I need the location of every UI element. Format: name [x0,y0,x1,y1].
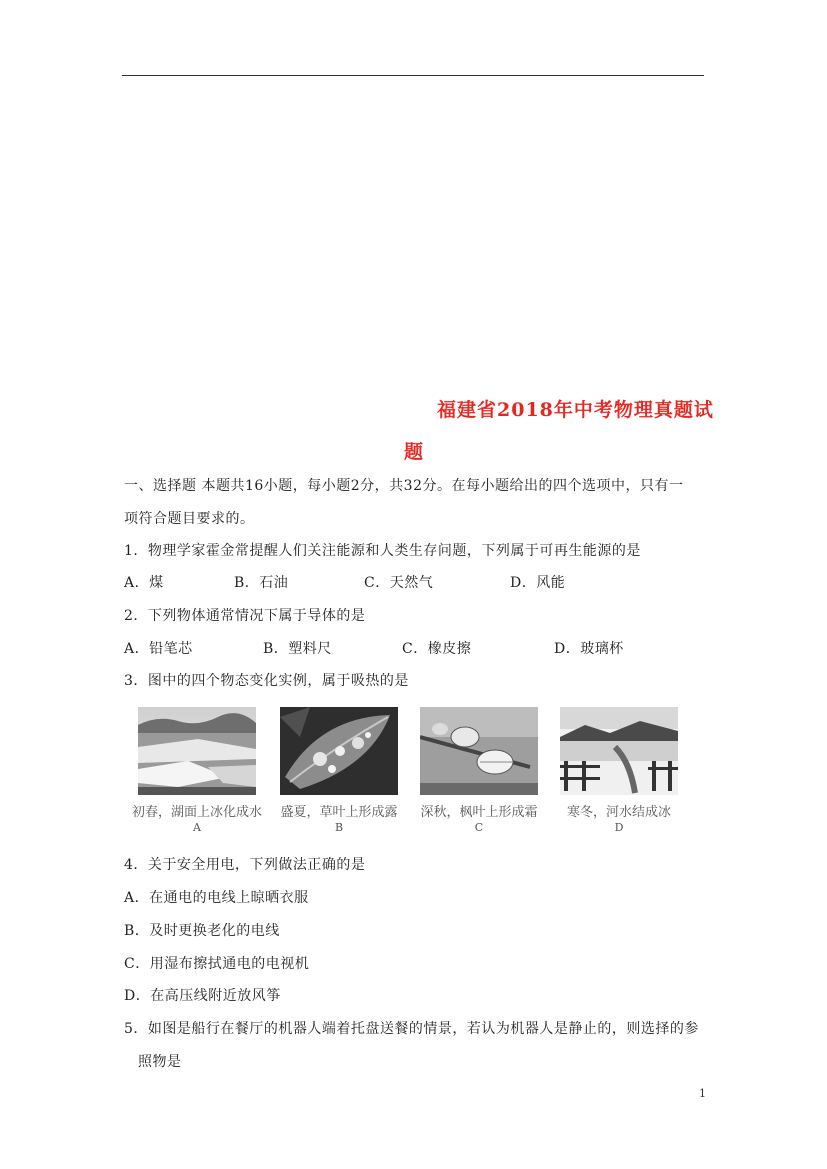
document-title-line2: 题 [404,441,425,463]
section-heading-line2: 项符合题目要求的。 [124,511,255,527]
question-2-option-b: B．塑料尺 [263,641,332,657]
figure-c-caption: 深秋，枫叶上形成霜 [420,805,538,820]
figure-c-label: C [474,821,484,834]
question-1-option-d: D．风能 [510,575,566,591]
figure-a-label: A [193,821,201,834]
figure-a-caption: 初春，湖面上冰化成水 [131,805,262,820]
question-5-stem-line2: 照物是 [138,1054,182,1070]
question-1-stem: 1．物理学家霍金常提醒人们关注能源和人类生存问题，下列属于可再生能源的是 [124,543,641,559]
section-heading-line1: 一、选择题 本题共16小题，每小题2分，共32分。在每小题给出的四个选项中，只有一 [124,478,684,494]
question-1-option-a: A．煤 [124,575,164,591]
photo-dew-on-leaf [280,707,398,795]
question-1-option-b: B．石油 [234,575,289,591]
photo-ice-melting [138,707,256,795]
question-4-option-d: D．在高压线附近放风筝 [124,988,281,1004]
photo-river-freezing [560,707,678,795]
figure-d-label: D [614,821,624,834]
question-3-stem: 3．图中的四个物态变化实例，属于吸热的是 [124,673,409,689]
question-5-stem-line1: 5．如图是船行在餐厅的机器人端着托盘送餐的情景，若认为机器人是静止的，则选择的参 [124,1021,699,1037]
question-2-option-a: A．铅笔芯 [124,641,193,657]
photo-frost-on-leaf [420,707,538,795]
question-4-stem: 4．关于安全用电，下列做法正确的是 [124,857,366,873]
question-4-option-a: A．在通电的电线上晾晒衣服 [124,890,309,906]
question-4-option-c: C．用湿布擦拭通电的电视机 [124,956,310,972]
question-2-option-c: C．橡皮擦 [402,641,472,657]
question-1-option-c: C．天然气 [364,575,434,591]
figure-d-caption: 寒冬，河水结成冰 [566,805,671,820]
question-4-option-b: B．及时更换老化的电线 [124,923,280,939]
page-number: 1 [699,1087,706,1100]
document-title-line1: 福建省2018年中考物理真题试 [437,399,714,421]
question-2-option-d: D．玻璃杯 [554,641,624,657]
question-2-stem: 2．下列物体通常情况下属于导体的是 [124,608,366,624]
figure-b-label: B [334,821,344,834]
header-rule [122,75,704,76]
figure-b-caption: 盛夏，草叶上形成露 [280,805,398,820]
